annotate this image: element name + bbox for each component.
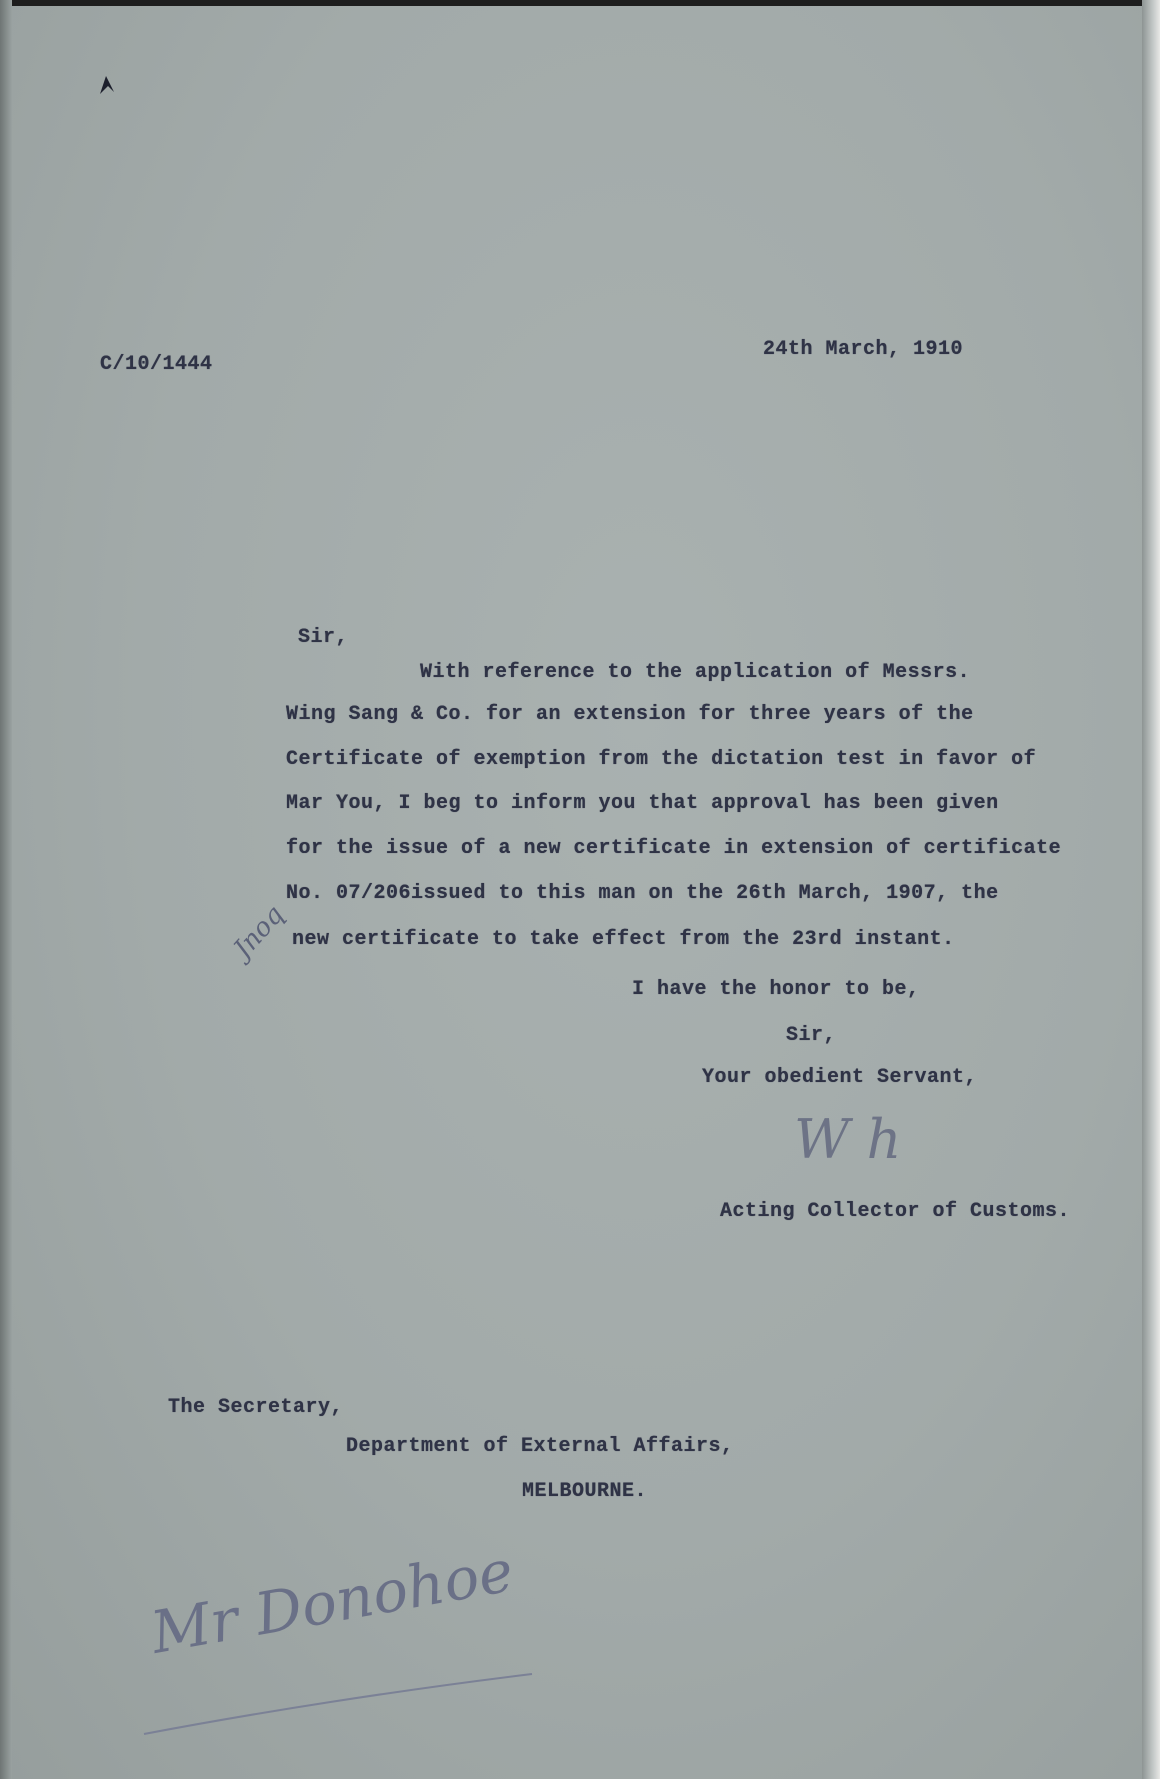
paper-left-edge xyxy=(0,0,12,1779)
addressee-department: Department of External Affairs, xyxy=(346,1435,734,1458)
closing-line: I have the honor to be, xyxy=(632,978,920,1001)
closing-servant: Your obedient Servant, xyxy=(702,1066,978,1089)
paper-right-edge xyxy=(1142,0,1160,1779)
letter-date: 24th March, 1910 xyxy=(763,338,964,361)
pencil-underline xyxy=(140,1660,540,1740)
body-line: Mar You, I beg to inform you that approval has been given xyxy=(286,792,999,815)
body-line: No. 07/206issued to this man on the 26th March, 1907, the xyxy=(286,882,999,905)
addressee-city: MELBOURNE. xyxy=(522,1480,648,1503)
addressee-title: The Secretary, xyxy=(168,1396,344,1419)
closing-sir: Sir, xyxy=(786,1024,837,1047)
scan-top-edge xyxy=(0,0,1160,6)
body-line: With reference to the application of Messrs. xyxy=(420,661,971,684)
margin-initials: Jnoq xyxy=(228,899,291,965)
body-line: Certificate of exemption from the dictation test in favor of xyxy=(286,748,1037,771)
body-line: for the issue of a new certificate in extension of certificate xyxy=(286,837,1062,860)
body-line: new certificate to take effect from the 23rd instant. xyxy=(292,928,955,951)
signature: W h xyxy=(794,1108,902,1171)
ink-mark xyxy=(96,72,120,98)
salutation: Sir, xyxy=(298,626,349,649)
body-line: Wing Sang & Co. for an extension for three years of the xyxy=(286,703,974,726)
reference-number: C/10/1444 xyxy=(100,353,213,376)
pencil-annotation: Mr Donohoe xyxy=(146,1536,519,1667)
signatory-title: Acting Collector of Customs. xyxy=(720,1200,1071,1223)
